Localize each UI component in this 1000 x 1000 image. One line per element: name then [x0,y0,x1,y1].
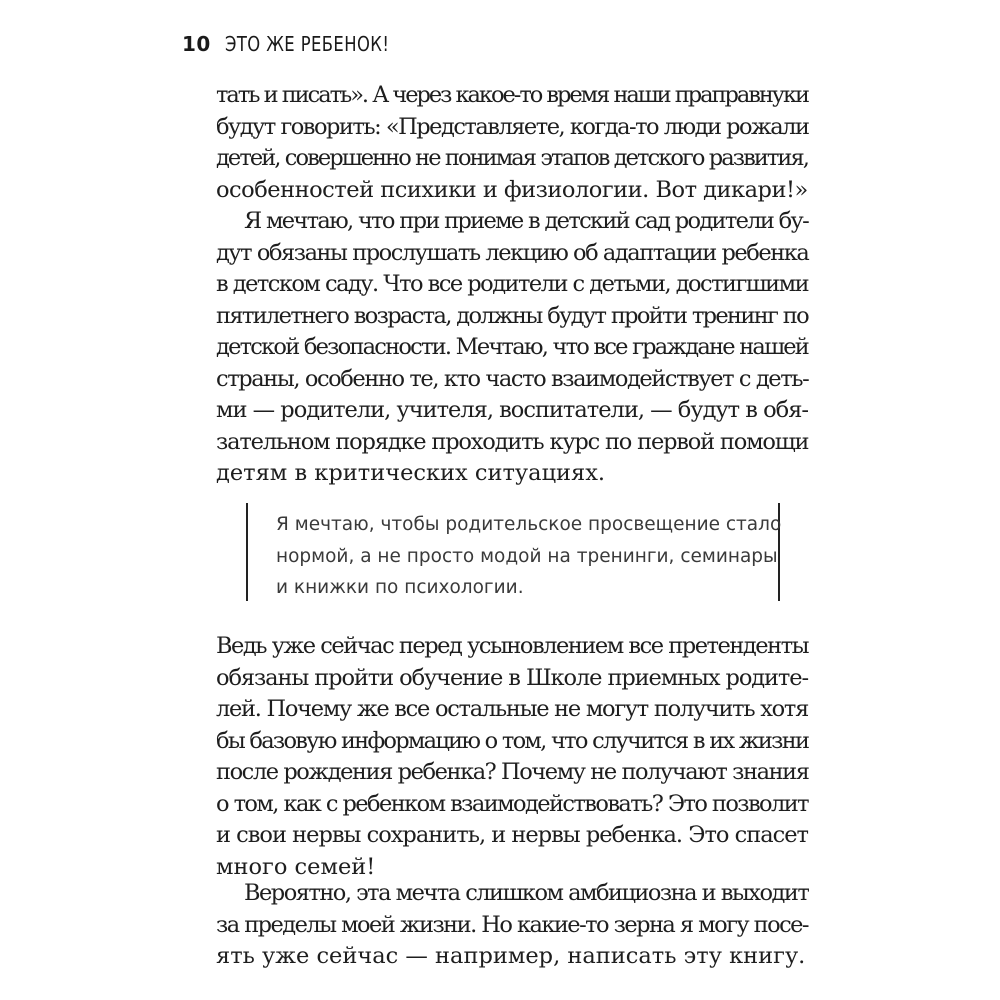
text-line: зательном порядке проходить курс по первой помощи [216,428,809,455]
text-line: пятилетнего возраста, должны будут пройти тренинг по [216,302,808,329]
text-line: ять уже сейчас — например, написать эту книгу. [216,943,806,969]
text-line: Я мечтаю, что при приеме в детский сад родители бу- [244,208,808,234]
text-line: детям в критических ситуациях. [216,460,606,486]
text-line: обязаны пройти обучение в Школе приемных родите- [216,664,808,691]
text-line: за пределы моей жизни. Но какие-то зерна я могу посе- [216,911,808,938]
text-line: лей. Почему же все остальные не могут получить хотя [216,696,808,722]
pullquote-line: и книжки по психологии. [276,577,524,598]
text-line: страны, особенно те, кто часто взаимодействует с деть- [216,365,809,392]
paragraph-2 [216,206,808,490]
pullquote-text [276,509,782,604]
text-line: Вероятно, эта мечта слишком амбициозна и выходит [244,880,809,906]
text-line: и свои нервы сохранить, и нервы ребенка. Это спасет [216,822,808,848]
text-line: будут говорить: «Представляете, когда-то люди рожали [216,113,809,140]
text-line: детской безопасности. Мечтаю, что все граждане нашей [216,334,808,360]
paragraph-1 [216,80,808,206]
pullquote-line: нормой, а не просто модой на тренинги, семинары [276,545,778,567]
text-line: детей, совершенно не понимая этапов детского развития, [216,145,808,171]
pullquote [246,503,780,601]
text-line: дут обязаны прослушать лекцию об адаптации ребенка [216,239,809,266]
text-line: после рождения ребенка? Почему не получают знания [216,759,809,785]
text-line: Ведь уже сейчас перед усыновлением все претенденты [216,633,808,659]
running-head [182,28,425,60]
text-line: много семей! [216,853,376,880]
text-line: тать и писать». А через какое-то время наши праправнуки [216,82,808,108]
text-line: особенностей психики и физиологии. Вот дикари!» [216,176,808,203]
paragraph-4 [216,878,808,973]
text-line: в детском саду. Что все родители с детьми, достигшими [216,271,809,297]
text-line: о том, как с ребенком взаимодействовать? Это позволит [216,790,808,817]
page-number: 10 [182,32,211,56]
running-title: ЭТО ЖЕ РЕБЕНОК! [224,32,390,56]
text-line: бы базовую информацию о том, что случится в их жизни [216,727,809,754]
text-line: ми — родители, учителя, воспитатели, — будут в обя- [216,397,808,423]
paragraph-3 [216,631,808,883]
pullquote-line: Я мечтаю, чтобы родительское просвещение стало [276,514,782,535]
